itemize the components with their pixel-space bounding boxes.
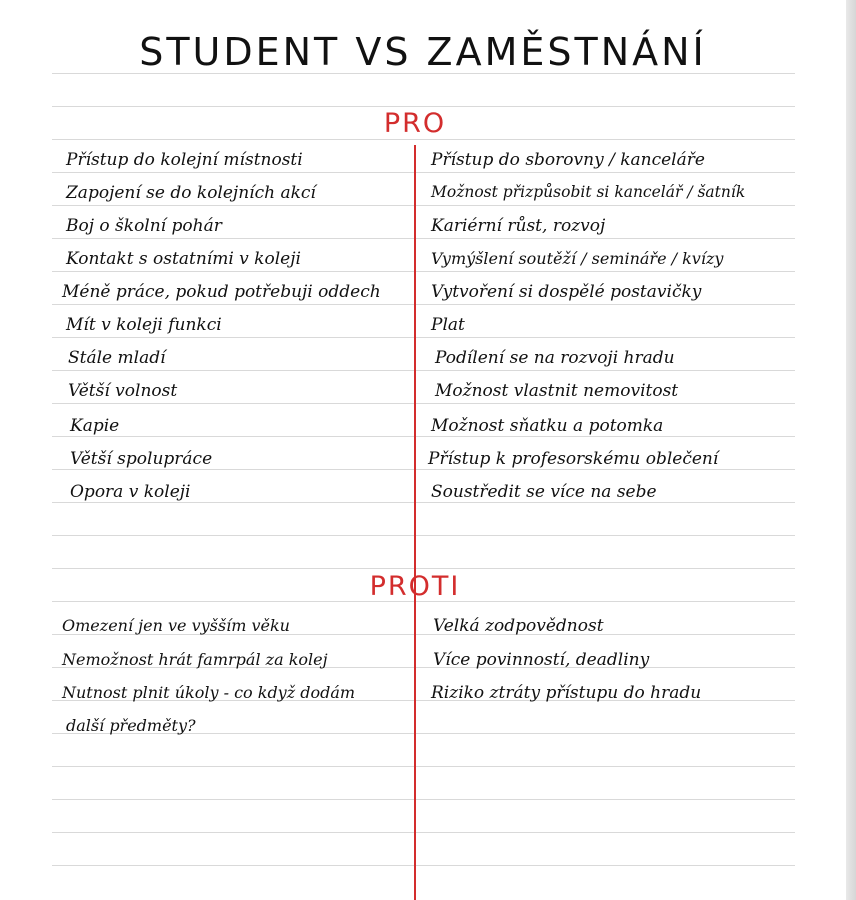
pro-right-item: Přístup k profesorskému oblečení: [428, 449, 719, 469]
page-title: STUDENT VS ZAMĚSTNÁNÍ: [139, 30, 707, 74]
rule-line: [52, 139, 795, 140]
pro-right-item: Vytvoření si dospělé postavičky: [431, 282, 702, 302]
rule-line: [52, 337, 795, 338]
pro-left-item: Opora v koleji: [70, 482, 191, 502]
pro-right-item: Soustředit se více na sebe: [431, 482, 657, 502]
pro-left-item: Větší spolupráce: [70, 449, 213, 469]
rule-line: [52, 568, 795, 569]
pro-right-item: Přístup do sborovny / kanceláře: [431, 150, 705, 170]
column-divider: [414, 145, 416, 900]
pro-right-item: Možnost přizpůsobit si kancelář / šatník: [431, 183, 746, 201]
pro-right-item: Možnost vlastnit nemovitost: [435, 381, 679, 401]
rule-line: [52, 238, 795, 239]
pro-right-item: Plat: [431, 315, 465, 335]
rule-line: [52, 205, 795, 206]
proti-right-item: Více povinností, deadliny: [433, 650, 650, 670]
rule-line: [52, 469, 795, 470]
rule-line: [52, 172, 795, 173]
pro-right-item: Podílení se na rozvoji hradu: [435, 348, 675, 368]
proti-left-item: další předměty?: [66, 716, 196, 735]
pro-left-item: Kapie: [70, 416, 120, 436]
rule-line: [52, 370, 795, 371]
pro-right-item: Kariérní růst, rozvoj: [431, 216, 606, 236]
rule-line: [52, 766, 795, 767]
rule-line: [52, 271, 795, 272]
rule-line: [52, 502, 795, 503]
pro-left-item: Méně práce, pokud potřebuji oddech: [62, 282, 381, 302]
pro-heading: PRO: [383, 108, 447, 139]
proti-right-item: Velká zodpovědnost: [433, 616, 604, 636]
pro-left-item: Větší volnost: [68, 381, 178, 401]
rule-line: [52, 436, 795, 437]
rule-line: [52, 106, 795, 107]
proti-left-item: Nemožnost hrát famrpál za kolej: [62, 650, 328, 669]
rule-line: [52, 799, 795, 800]
pro-right-item: Vymýšlení soutěží / semináře / kvízy: [431, 249, 724, 268]
rule-line: [52, 304, 795, 305]
pro-right-item: Možnost sňatku a potomka: [431, 416, 664, 436]
pro-left-item: Boj o školní pohár: [66, 216, 222, 236]
proti-heading: PROTI: [369, 571, 461, 602]
rule-line: [52, 832, 795, 833]
proti-left-item: Omezení jen ve vyšším věku: [62, 616, 290, 635]
rule-line: [52, 403, 795, 404]
pro-left-item: Kontakt s ostatními v koleji: [66, 249, 301, 269]
pro-left-item: Přístup do kolejní místnosti: [66, 150, 303, 170]
pro-left-item: Zapojení se do kolejních akcí: [66, 183, 316, 203]
pro-left-item: Mít v koleji funkci: [66, 315, 222, 335]
pro-left-item: Stále mladí: [68, 348, 166, 368]
proti-right-item: Riziko ztráty přístupu do hradu: [431, 683, 702, 703]
rule-line: [52, 535, 795, 536]
rule-line: [52, 865, 795, 866]
page-edge-shadow: [846, 0, 856, 900]
proti-left-item: Nutnost plnit úkoly - co když dodám: [62, 683, 356, 702]
